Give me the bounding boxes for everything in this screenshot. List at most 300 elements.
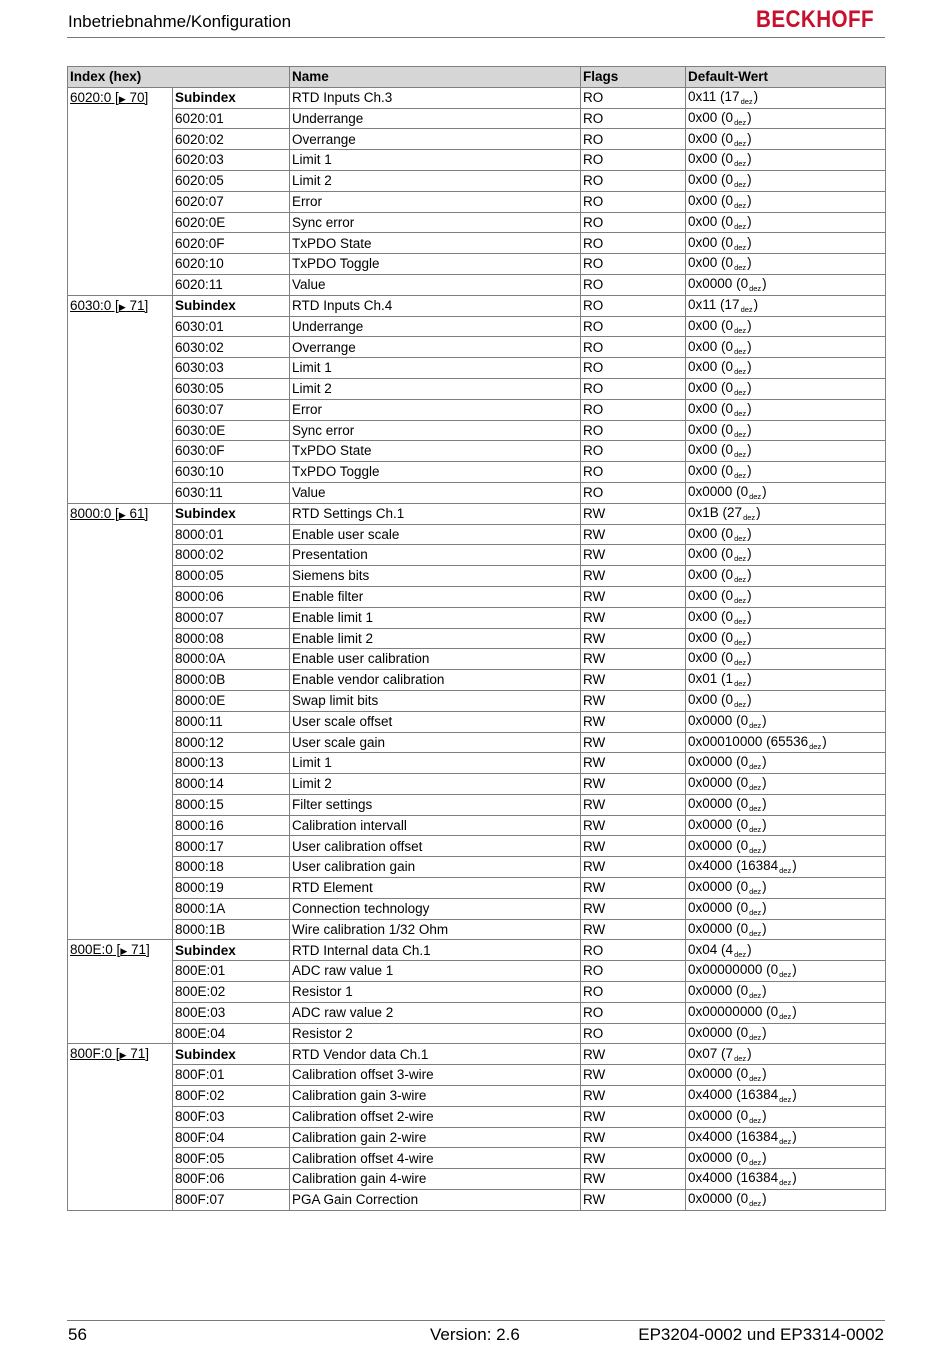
dec-suffix: dez [734, 408, 747, 418]
default-cell: 0x0000 $(0_{dez})$ [686, 982, 886, 1003]
default-cell: 0x0000 $(0_{dez})$ [686, 836, 886, 857]
flags-cell: RO [581, 87, 686, 108]
default-cell: 0x00 $(0_{dez})$ [686, 233, 886, 254]
default-cell: 0x11 $(17_{dez})$ [686, 295, 886, 316]
name-cell: Siemens bits [290, 566, 581, 587]
name-cell: Sync error [290, 420, 581, 441]
flags-cell: RW [581, 794, 686, 815]
default-cell: 0x07 $(7_{dez})$ [686, 1044, 886, 1065]
flags-cell: RW [581, 628, 686, 649]
table-row [68, 1127, 886, 1148]
default-dec: 0 [725, 442, 734, 458]
default-hex: 0x00 [688, 546, 718, 562]
default-dec: 16384 [740, 1128, 779, 1144]
default-dec: 27 [727, 504, 743, 520]
flags-cell: RW [581, 545, 686, 566]
table-row [68, 1190, 886, 1211]
name-cell: Error [290, 399, 581, 420]
dec-suffix: dez [749, 762, 762, 772]
dec-suffix: dez [734, 388, 747, 398]
subindex-cell: 8000:07 [173, 607, 290, 628]
arrow-right-icon: ▶ [119, 1050, 127, 1061]
subindex-cell: 6020:05 [173, 170, 290, 191]
dec-suffix: dez [734, 554, 747, 564]
default-hex: 0x00 [688, 567, 718, 583]
flags-cell: RO [581, 108, 686, 129]
default-dec: 0 [725, 608, 734, 624]
subindex-cell: 6030:11 [173, 482, 290, 503]
index-cell [68, 940, 173, 1044]
default-hex: 0x00 [688, 192, 718, 208]
dec-suffix: dez [734, 596, 747, 606]
subindex-cell: 8000:17 [173, 836, 290, 857]
default-dec: 0 [725, 629, 734, 645]
default-dec: 0 [740, 900, 749, 916]
index-value: 6030:0 [70, 297, 112, 313]
table-row [68, 857, 886, 878]
default-cell: 0x00000000 $(0_{dez})$ [686, 1002, 886, 1023]
subindex-cell: 8000:06 [173, 586, 290, 607]
default-dec: 0 [725, 338, 734, 354]
default-cell: 0x00 $(0_{dez})$ [686, 212, 886, 233]
flags-cell: RO [581, 1002, 686, 1023]
flags-cell: RW [581, 774, 686, 795]
default-cell: 0x11 $(17_{dez})$ [686, 87, 886, 108]
default-cell: 0x00 $(0_{dez})$ [686, 358, 886, 379]
dec-suffix: dez [734, 1053, 747, 1063]
default-cell: 0x00 $(0_{dez})$ [686, 399, 886, 420]
table-row [68, 399, 886, 420]
default-dec: 0 [740, 1149, 749, 1165]
default-hex: 0x00000000 [688, 1004, 763, 1019]
name-cell: Sync error [290, 212, 581, 233]
default-dec: 4 [725, 941, 734, 957]
default-hex: 0x00 [688, 463, 718, 479]
flags-cell: RO [581, 129, 686, 150]
default-hex: 0x0000 [688, 484, 733, 500]
default-hex: 0x0000 [688, 754, 733, 770]
default-cell: 0x4000 $(16384_{dez})$ [686, 1127, 886, 1148]
subindex-cell: 6030:0F [173, 441, 290, 462]
flags-cell: RW [581, 566, 686, 587]
default-dec: 0 [725, 567, 734, 583]
name-cell: Overrange [290, 129, 581, 150]
flags-cell: RO [581, 295, 686, 316]
default-dec: 0 [725, 192, 734, 208]
default-cell: 0x0000 $(0_{dez})$ [686, 1148, 886, 1169]
subindex-cell: Subindex [173, 87, 290, 108]
name-cell: Underrange [290, 316, 581, 337]
default-hex: 0x00 [688, 588, 718, 604]
default-dec: 0 [725, 255, 734, 271]
default-hex: 0x11 [688, 296, 717, 312]
table-body [68, 87, 886, 1210]
name-cell: Resistor 2 [290, 1023, 581, 1044]
flags-cell: RO [581, 441, 686, 462]
default-cell: 0x00 $(0_{dez})$ [686, 108, 886, 129]
index-link[interactable]: 6030:0 [▶ 71] [70, 297, 149, 313]
name-cell: Limit 1 [290, 150, 581, 171]
default-dec: 17 [724, 296, 740, 312]
default-dec: 0 [725, 463, 734, 479]
flags-cell: RW [581, 1169, 686, 1190]
default-hex: 0x1B [688, 504, 719, 520]
default-dec: 0 [740, 754, 749, 770]
default-cell: 0x0000 $(0_{dez})$ [686, 878, 886, 899]
flags-cell: RO [581, 191, 686, 212]
flags-cell: RO [581, 462, 686, 483]
table-row [68, 815, 886, 836]
flags-cell: RO [581, 274, 686, 295]
flags-cell: RO [581, 358, 686, 379]
footer-product: EP3204-0002 und EP3314-0002 [638, 1325, 884, 1344]
index-link[interactable]: 800F:0 [▶ 71] [70, 1046, 150, 1062]
index-link[interactable]: 6020:0 [▶ 70] [70, 89, 149, 105]
default-cell: 0x4000 $(16384_{dez})$ [686, 1169, 886, 1190]
subindex-cell: 8000:0B [173, 670, 290, 691]
subindex-cell: Subindex [173, 503, 290, 524]
default-hex: 0x00 [688, 213, 718, 229]
default-dec: 0 [740, 816, 749, 832]
name-cell: Value [290, 274, 581, 295]
footer-version: Version: 2.6 [430, 1325, 520, 1344]
table-row [68, 87, 886, 108]
dec-suffix: dez [749, 1115, 762, 1125]
dec-suffix: dez [749, 1157, 762, 1167]
dec-suffix: dez [749, 804, 762, 814]
subindex-cell: 800F:06 [173, 1169, 290, 1190]
default-hex: 0x00 [688, 109, 718, 125]
flags-cell: RO [581, 961, 686, 982]
flags-cell: RW [581, 690, 686, 711]
subindex-cell: 6030:0E [173, 420, 290, 441]
name-cell: RTD Settings Ch.1 [290, 503, 581, 524]
name-cell: Error [290, 191, 581, 212]
flags-cell: RW [581, 898, 686, 919]
subindex-cell: 6030:05 [173, 378, 290, 399]
flags-cell: RW [581, 711, 686, 732]
subindex-cell: 6030:01 [173, 316, 290, 337]
default-cell: 0x4000 $(16384_{dez})$ [686, 857, 886, 878]
name-cell: Limit 2 [290, 170, 581, 191]
flags-cell: RW [581, 857, 686, 878]
table-row [68, 1148, 886, 1169]
subindex-cell: 800F:02 [173, 1086, 290, 1107]
default-cell: 0x00 $(0_{dez})$ [686, 607, 886, 628]
index-link[interactable]: 800E:0 [▶ 71] [70, 942, 150, 958]
flags-cell: RO [581, 482, 686, 503]
table-row [68, 545, 886, 566]
dec-suffix: dez [740, 304, 753, 314]
default-dec: 0 [740, 796, 749, 812]
default-dec: 0 [725, 546, 734, 562]
default-hex: 0x00000000 [688, 962, 763, 978]
table-row [68, 1002, 886, 1023]
dec-suffix: dez [734, 700, 747, 710]
default-cell: 0x00 $(0_{dez})$ [686, 586, 886, 607]
default-hex: 0x00 [688, 650, 718, 666]
default-dec: 7 [725, 1045, 734, 1061]
arrow-right-icon: ▶ [120, 946, 128, 957]
table-row [68, 524, 886, 545]
flags-cell: RW [581, 524, 686, 545]
dec-suffix: dez [734, 616, 747, 626]
default-hex: 0x0000 [688, 775, 733, 791]
dec-suffix: dez [809, 741, 822, 751]
table-row [68, 940, 886, 961]
default-dec: 0 [740, 837, 749, 853]
table-row [68, 503, 886, 524]
default-cell: 0x00 $(0_{dez})$ [686, 129, 886, 150]
arrow-right-icon: ▶ [118, 509, 126, 520]
subindex-cell: 8000:0A [173, 649, 290, 670]
default-dec: 0 [740, 712, 749, 728]
subindex-cell: 6020:0E [173, 212, 290, 233]
dec-suffix: dez [734, 533, 747, 543]
subindex-cell: 6020:01 [173, 108, 290, 129]
flags-cell: RW [581, 1127, 686, 1148]
default-hex: 0x0000 [688, 1149, 733, 1165]
name-cell: Limit 1 [290, 753, 581, 774]
flags-cell: RO [581, 420, 686, 441]
index-cell [68, 1044, 173, 1210]
dec-suffix: dez [749, 824, 762, 834]
subindex-cell: 800F:03 [173, 1106, 290, 1127]
name-cell: RTD Vendor data Ch.1 [290, 1044, 581, 1065]
default-hex: 0x00 [688, 172, 718, 188]
name-cell: Calibration intervall [290, 815, 581, 836]
dec-suffix: dez [749, 991, 762, 1001]
default-cell: 0x0000 $(0_{dez})$ [686, 1065, 886, 1086]
flags-cell: RW [581, 1190, 686, 1211]
name-cell: Filter settings [290, 794, 581, 815]
default-cell: 0x01 $(1_{dez})$ [686, 670, 886, 691]
dec-suffix: dez [743, 512, 756, 522]
default-dec: 0 [740, 484, 749, 500]
subindex-cell: 8000:18 [173, 857, 290, 878]
default-hex: 0x00 [688, 255, 718, 271]
name-cell: TxPDO Toggle [290, 462, 581, 483]
table-row [68, 150, 886, 171]
default-hex: 0x00 [688, 317, 718, 333]
default-hex: 0x01 [688, 671, 718, 687]
table-row [68, 191, 886, 212]
page-ref: 61 [129, 505, 145, 521]
flags-cell: RO [581, 233, 686, 254]
index-link[interactable]: 8000:0 [▶ 61] [70, 505, 149, 521]
default-cell: 0x00 $(0_{dez})$ [686, 316, 886, 337]
dec-suffix: dez [734, 346, 747, 356]
name-cell: Swap limit bits [290, 690, 581, 711]
default-hex: 0x00 [688, 421, 718, 437]
dec-suffix: dez [749, 1032, 762, 1042]
subindex-cell: 6020:02 [173, 129, 290, 150]
table-row [68, 919, 886, 940]
table-row [68, 1169, 886, 1190]
default-dec: 0 [740, 983, 749, 999]
name-cell: Wire calibration 1/32 Ohm [290, 919, 581, 940]
dec-suffix: dez [779, 970, 792, 980]
table-row [68, 212, 886, 233]
table-row [68, 898, 886, 919]
flags-cell: RW [581, 670, 686, 691]
dec-suffix: dez [749, 492, 762, 502]
name-cell: User calibration gain [290, 857, 581, 878]
default-cell: 0x00 $(0_{dez})$ [686, 441, 886, 462]
page-ref: 71 [130, 1046, 146, 1062]
name-cell: Limit 1 [290, 358, 581, 379]
subindex-cell: 800E:02 [173, 982, 290, 1003]
default-dec: 0 [770, 962, 779, 978]
table-row [68, 254, 886, 275]
table-row [68, 649, 886, 670]
table-row [68, 628, 886, 649]
default-hex: 0x0000 [688, 1024, 733, 1040]
name-cell: Overrange [290, 337, 581, 358]
table-row [68, 274, 886, 295]
dec-suffix: dez [749, 908, 762, 918]
flags-cell: RW [581, 649, 686, 670]
name-cell: Resistor 1 [290, 982, 581, 1003]
subindex-cell: Subindex [173, 295, 290, 316]
default-dec: 16384 [740, 858, 779, 874]
dec-suffix: dez [734, 180, 747, 190]
name-cell: Value [290, 482, 581, 503]
table-row [68, 670, 886, 691]
dec-suffix: dez [734, 658, 747, 668]
name-cell: Underrange [290, 108, 581, 129]
default-cell: 0x00 $(0_{dez})$ [686, 690, 886, 711]
default-hex: 0x0000 [688, 1191, 733, 1207]
dec-suffix: dez [779, 1178, 792, 1188]
default-dec: 0 [740, 276, 749, 292]
default-hex: 0x00 [688, 234, 718, 250]
name-cell: User scale gain [290, 732, 581, 753]
default-dec: 0 [725, 359, 734, 375]
default-cell: 0x00 $(0_{dez})$ [686, 170, 886, 191]
flags-cell: RO [581, 378, 686, 399]
table-row [68, 358, 886, 379]
name-cell: Enable filter [290, 586, 581, 607]
name-cell: Enable limit 1 [290, 607, 581, 628]
dec-suffix: dez [734, 159, 747, 169]
name-cell: Calibration gain 4-wire [290, 1169, 581, 1190]
dec-suffix: dez [734, 200, 747, 210]
subindex-cell: 8000:05 [173, 566, 290, 587]
table-row [68, 961, 886, 982]
default-dec: 0 [725, 421, 734, 437]
subindex-cell: 8000:19 [173, 878, 290, 899]
flags-cell: RW [581, 1086, 686, 1107]
dec-suffix: dez [749, 783, 762, 793]
dec-suffix: dez [734, 429, 747, 439]
default-hex: 0x0000 [688, 816, 733, 832]
subindex-cell: 800E:01 [173, 961, 290, 982]
default-cell: 0x00 $(0_{dez})$ [686, 337, 886, 358]
index-cell [68, 295, 173, 503]
default-hex: 0x0000 [688, 837, 733, 853]
name-cell: Enable limit 2 [290, 628, 581, 649]
default-hex: 0x00 [688, 380, 718, 396]
dec-suffix: dez [734, 679, 747, 689]
name-cell: User calibration offset [290, 836, 581, 857]
name-cell: Calibration offset 3-wire [290, 1065, 581, 1086]
default-cell: 0x00 $(0_{dez})$ [686, 191, 886, 212]
dec-suffix: dez [740, 96, 753, 106]
subindex-cell: 8000:14 [173, 774, 290, 795]
index-value: 6020:0 [70, 89, 112, 105]
flags-cell: RO [581, 399, 686, 420]
default-cell: 0x00010000 $(65536_{dez})$ [686, 732, 886, 753]
dec-suffix: dez [734, 221, 747, 231]
index-cell [68, 503, 173, 940]
table-row [68, 711, 886, 732]
flags-cell: RO [581, 337, 686, 358]
table-row [68, 316, 886, 337]
default-dec: 0 [770, 1004, 779, 1019]
page-ref: 71 [131, 942, 147, 958]
column-header-default: Default-Wert [686, 67, 886, 88]
flags-cell: RO [581, 1023, 686, 1044]
subindex-cell: 8000:12 [173, 732, 290, 753]
flags-cell: RW [581, 607, 686, 628]
page-header-title: Inbetriebnahme/Konfiguration [68, 12, 292, 31]
table-row [68, 566, 886, 587]
flags-cell: RW [581, 1148, 686, 1169]
dec-suffix: dez [734, 367, 747, 377]
default-cell: 0x00 $(0_{dez})$ [686, 462, 886, 483]
subindex-cell: 8000:16 [173, 815, 290, 836]
subindex-cell: Subindex [173, 1044, 290, 1065]
default-hex: 0x00 [688, 629, 718, 645]
default-hex: 0x0000 [688, 1107, 733, 1123]
subindex-cell: 6020:0F [173, 233, 290, 254]
subindex-cell: 6030:10 [173, 462, 290, 483]
name-cell: Enable vendor calibration [290, 670, 581, 691]
index-value: 800E:0 [70, 942, 113, 958]
dec-suffix: dez [749, 720, 762, 730]
table-row [68, 1086, 886, 1107]
flags-cell: RW [581, 919, 686, 940]
default-cell: 0x00 $(0_{dez})$ [686, 628, 886, 649]
subindex-cell: 6030:03 [173, 358, 290, 379]
dec-suffix: dez [749, 845, 762, 855]
name-cell: RTD Inputs Ch.3 [290, 87, 581, 108]
dec-suffix: dez [734, 117, 747, 127]
default-hex: 0x4000 [688, 1170, 733, 1186]
name-cell: Limit 2 [290, 378, 581, 399]
default-cell: 0x0000 $(0_{dez})$ [686, 898, 886, 919]
flags-cell: RW [581, 503, 686, 524]
default-dec: 0 [725, 400, 734, 416]
arrow-right-icon: ▶ [118, 93, 126, 104]
default-hex: 0x00 [688, 692, 718, 708]
flags-cell: RO [581, 982, 686, 1003]
name-cell: Calibration offset 2-wire [290, 1106, 581, 1127]
flags-cell: RW [581, 586, 686, 607]
default-dec: 16384 [740, 1087, 779, 1103]
default-hex: 0x00 [688, 338, 718, 354]
dec-suffix: dez [749, 887, 762, 897]
default-hex: 0x4000 [688, 1128, 733, 1144]
table-row [68, 337, 886, 358]
page-ref: 70 [129, 89, 145, 105]
table-row [68, 1106, 886, 1127]
default-cell: 0x00 $(0_{dez})$ [686, 254, 886, 275]
table-row [68, 1044, 886, 1065]
name-cell: Connection technology [290, 898, 581, 919]
name-cell: Calibration gain 3-wire [290, 1086, 581, 1107]
